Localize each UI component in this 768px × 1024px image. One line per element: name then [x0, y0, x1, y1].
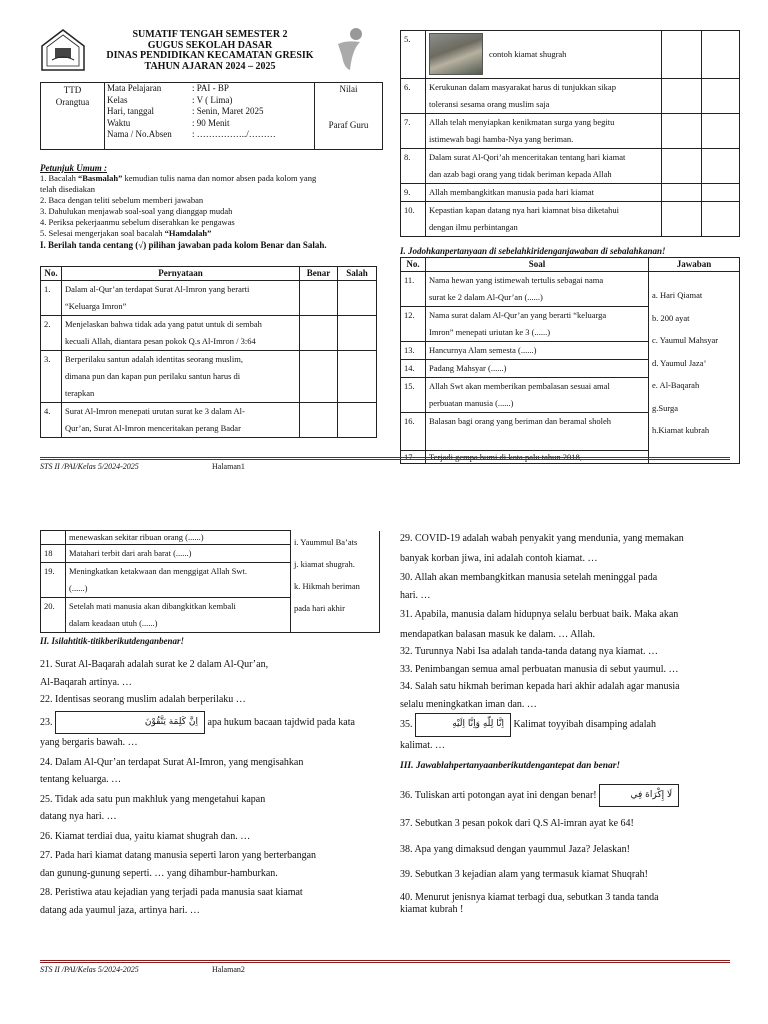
page-number: Halaman2	[212, 965, 245, 974]
identity-table	[40, 82, 383, 150]
question: Setelah mati manusia akan dibangkitkan kembali dalam keadaan utuh (......)	[66, 598, 291, 633]
ttd-label: TTD	[63, 85, 82, 95]
answer-option[interactable]: i. Yaummul Ba’ats	[294, 536, 358, 547]
orangtua-label: Orangtua	[55, 97, 90, 107]
answer-option[interactable]: k. Hikmah beriman	[294, 580, 360, 591]
question-line: 33. Penimbangan semua amal perbuatan manusia di sebut yaumul. …	[400, 663, 679, 675]
statement: Kepastian kapan datang nya hari kiamnat bisa diketahui dengan ilmu perbintangan	[426, 202, 662, 237]
col-header-jawaban: Jawaban	[649, 258, 740, 272]
benar-checkbox[interactable]	[300, 281, 338, 316]
row-number: 19.	[41, 563, 66, 598]
question: Terjadi gempa bumi di kota palu tahun 2018,	[426, 451, 649, 464]
footer-code: STS II /PAI/Kelas 5/2024-2025	[40, 965, 139, 974]
col-header-soal: Soal	[426, 258, 649, 272]
salah-checkbox[interactable]	[338, 351, 377, 403]
answer-list	[291, 531, 380, 633]
question-line: 31. Apabila, manusia dalam hidupnya selalu berbuat baik. Maka akan	[400, 609, 679, 620]
question-line: yang bergaris bawah. …	[40, 737, 138, 748]
question: Balasan bagi orang yang beriman dan beramal sholeh	[426, 413, 649, 451]
answer-option[interactable]: g.Surga	[652, 402, 679, 413]
true-false-table-continued	[400, 30, 740, 237]
table-row	[401, 149, 740, 184]
benar-checkbox[interactable]	[300, 403, 338, 438]
question-line: 21. Surat Al-Baqarah adalah surat ke 2 dalam Al-Qur’an,	[40, 659, 269, 670]
info-value[interactable]: : 90 Menit	[192, 117, 230, 128]
info-label: Hari, tanggal	[107, 106, 154, 116]
instruction-item: 1. Bacalah “Basmalah” kemudian tulis nama dan nomor absen pada kolom yang	[40, 173, 317, 183]
question-line: 25. Tidak ada satu pun makhluk yang mengetahui kapan	[40, 793, 266, 805]
question: Meningkatkan ketakwaan dan menggigat Allah Swt. (......)	[66, 563, 291, 598]
salah-checkbox[interactable]	[702, 202, 740, 237]
essay-question: 38. Apa yang dimaksud dengan yaummul Jaza? Jelaskan!	[400, 843, 630, 855]
section-ii-title: II. Isilahtitik-titikberikutdenganbenar!	[40, 636, 185, 646]
table-row	[41, 316, 377, 351]
question: Nama hewan yang istimewah tertulis sebagai nama surat ke 2 dalam Al-Qur’an (......)	[426, 272, 649, 307]
question-line: tentang keluarga. …	[40, 774, 122, 785]
table-row	[401, 31, 740, 79]
table-row	[41, 281, 377, 316]
row-number: 13.	[401, 342, 426, 360]
row-number: 16.	[401, 413, 426, 451]
footer-divider	[40, 457, 730, 460]
answer-option[interactable]: e. Al-Baqarah	[652, 380, 700, 390]
question-line: 35. اِنَّا لِلّٰهِ وَاِنَّا اِلَيْهِ Kalimat toyyibah disamping adalah	[400, 713, 740, 737]
question-line: kalimat. …	[400, 739, 445, 751]
statement: contoh kiamat shugrah	[426, 31, 662, 79]
col-header-pernyataan: Pernyataan	[62, 267, 300, 281]
page-2	[0, 520, 768, 1024]
info-label: Waktu	[107, 117, 131, 128]
row-number: 20.	[41, 598, 66, 633]
info-value[interactable]: : PAI - BP	[192, 83, 229, 93]
question: Padang Mahsyar (......)	[426, 360, 649, 378]
header-line-4: TAHUN AJARAN 2024 – 2025	[144, 60, 276, 72]
row-number: 11.	[401, 272, 426, 307]
salah-checkbox[interactable]	[702, 184, 740, 202]
essay-question: 36. Tuliskan arti potongan ayat ini dengan benar! لَا إِكْرَاهَ فِي	[400, 784, 740, 808]
header-line-3: DINAS PENDIDIKAN KECAMATAN GRESIK	[106, 50, 314, 61]
answer-option[interactable]: c. Yaumul Mahsyar	[652, 335, 719, 345]
question-line: 24. Dalam Al-Qur’an terdapat Surat Al-Imron, yang mengisahkan	[40, 756, 304, 768]
instruction-item: 5. Selesai mengerjakan soal bacalah “Hamdalah”	[40, 228, 212, 238]
row-number: 6.	[401, 79, 426, 114]
info-label: Nama / No.Absen	[107, 129, 172, 139]
answer-option[interactable]: b. 200 ayat	[652, 312, 690, 323]
essay-question: 40. Menurut jenisnya kiamat terbagi dua, sebutkan 3 tanda tanda kiamat kubrah !	[400, 891, 659, 915]
benar-checkbox[interactable]	[662, 31, 702, 79]
salah-checkbox[interactable]	[702, 149, 740, 184]
instructions	[40, 163, 385, 251]
benar-checkbox[interactable]	[662, 184, 702, 202]
salah-checkbox[interactable]	[702, 31, 740, 79]
instruction-item: 4. Periksa pekerjaanmu sebelum diserahkan ke pengawas	[40, 217, 235, 227]
statement: Menjelaskan bahwa tidak ada yang patut untuk di sembah kecuali Allah, diantara pesan pokok Q.s Al-Imron / 3:64	[62, 316, 300, 351]
exam-header	[90, 30, 330, 72]
info-value[interactable]: : ……………../………	[192, 129, 276, 139]
header-line-1: SUMATIF TENGAH SEMESTER 2	[132, 29, 288, 40]
row-number: 7.	[401, 114, 426, 149]
row-number: 9.	[401, 184, 426, 202]
fill-questions-right	[400, 530, 740, 916]
table-row	[41, 531, 380, 545]
arabic-verse-36: لَا إِكْرَاهَ فِي	[599, 784, 679, 808]
question: Nama surat dalam Al-Qur’an yang berarti “keluarga Imron” menepati uriutan ke 3 (......)	[426, 307, 649, 342]
true-false-table	[40, 266, 377, 438]
benar-checkbox[interactable]	[662, 149, 702, 184]
footer-divider	[40, 960, 730, 963]
ministry-logo-icon	[332, 26, 370, 74]
salah-checkbox[interactable]	[702, 114, 740, 149]
statement: Allah telah menyiapkan kenikmatan surga yang begitu istimewah bagi hamba-Nya yang beriman.	[426, 114, 662, 149]
benar-checkbox[interactable]	[662, 79, 702, 114]
benar-checkbox[interactable]	[300, 351, 338, 403]
statement: Dalam al-Qur’an terdapat Surat Al-Imron yang berarti “Keluarga Imron”	[62, 281, 300, 316]
section-iii-title: III. Jawablahpertanyaanberikutdengantepat dan benar!	[400, 761, 621, 771]
table-row	[41, 403, 377, 438]
page-number: Halaman1	[212, 462, 245, 471]
question-line: 34. Salah satu hikmah beriman kepada hari akhir adalah agar manusia	[400, 681, 680, 692]
question: Allah Swt akan memberikan pembalasan sesuai amal perbuatan manusia (......)	[426, 378, 649, 413]
section-1-title: I. Berilah tanda centang (√) pilihan jawaban pada kolom Benar dan Salah.	[40, 240, 327, 250]
question-line: dan gunung-gunung seperti. … yang dihambur-hamburkan.	[40, 867, 278, 879]
row-number: 10.	[401, 202, 426, 237]
info-value[interactable]: : Senin, Maret 2025	[192, 106, 264, 116]
table-row	[41, 351, 377, 403]
row-number: 4.	[41, 403, 62, 438]
row-number: 2.	[41, 316, 62, 351]
nilai-label: Nilai	[339, 84, 358, 94]
earthquake-photo-icon	[429, 33, 483, 75]
question-line: hari. …	[400, 589, 431, 601]
matching-table-continued	[40, 530, 380, 633]
school-logo-icon	[40, 28, 86, 72]
salah-checkbox[interactable]	[702, 79, 740, 114]
instruction-item: telah disediakan	[40, 184, 95, 194]
row-number: 1.	[41, 281, 62, 316]
statement: Berperilaku santun adalah identitas seorang muslim, dimana pun dan kapan pun perilaku santun harus di terapkan	[62, 351, 300, 403]
arabic-verse-23: اِنَّ كَلِمَة يَتَّقُوْنَ	[55, 711, 205, 735]
row-number: 3.	[41, 351, 62, 403]
benar-checkbox[interactable]	[300, 316, 338, 351]
question-line: datang nya hari. …	[40, 811, 117, 822]
question-line: 22. Identisas seorang muslim adalah berperilaku …	[40, 694, 246, 705]
page-1	[0, 0, 768, 470]
question-line: 32. Turunnya Nabi Isa adalah tanda-tanda datang nya kiamat. …	[400, 646, 658, 657]
paraf-guru-label: Paraf Guru	[328, 120, 369, 130]
question-line: banyak korban jiwa, ini adalah contoh kiamat. …	[400, 552, 598, 564]
table-row	[401, 184, 740, 202]
row-number: 12.	[401, 307, 426, 342]
question: Matahari terbit dari arah barat (......)	[66, 545, 291, 563]
instruction-item: 3. Dahulukan menjawab soal-soal yang dianggap mudah	[40, 206, 233, 216]
matching-table	[400, 257, 740, 464]
question-line: 28. Peristiwa atau kejadian yang terjadi pada manusia saat kiamat	[40, 887, 303, 898]
table-row	[401, 114, 740, 149]
benar-checkbox[interactable]	[662, 202, 702, 237]
question-line: 23. اِنَّ كَلِمَة يَتَّقُوْنَ apa hukum bacaan tajdwid pada kata	[40, 711, 385, 735]
statement: Dalam surat Al-Qori’ah menceritakan tentang hari kiamat dan azab bagi orang yang tidak beriman kepada Allah	[426, 149, 662, 184]
section-2-title: I. Jodohkanpertanyaan di sebelahkiridenganjawaban di sebalahkanan!	[400, 246, 666, 256]
statement: Allah membangkitkan manusia pada hari kiamat	[426, 184, 662, 202]
col-header-no: No.	[401, 258, 426, 272]
statement: Kerukunan dalam masyarakat harus di tunjukkan sikap toleransi sesama orang muslim saja	[426, 79, 662, 114]
question-line: Al-Baqarah artinya. …	[40, 676, 132, 688]
row-number: 18	[41, 545, 66, 563]
answer-option[interactable]: h.Kiamat kubrah	[652, 425, 710, 435]
answer-option[interactable]: a. Hari Qiamat	[652, 290, 703, 300]
salah-checkbox[interactable]	[338, 403, 377, 438]
question-line: 29. COVID-19 adalah wabah penyakit yang mendunia, yang memakan	[400, 533, 684, 544]
question-line: 30. Allah akan membangkitkan manusia setelah meninggal pada	[400, 572, 658, 583]
essay-question: 37. Sebutkan 3 pesan pokok dari Q.S Al-imran ayat ke 64!	[400, 818, 634, 829]
statement: Surat Al-Imron menepati urutan surat ke 3 dalam Al- Qur’an, Surat Al-Imron menceritakan perang Badar	[62, 403, 300, 438]
salah-checkbox[interactable]	[338, 281, 377, 316]
answer-option[interactable]: pada hari akhir	[294, 602, 345, 613]
essay-question: 39. Sebutkan 3 kejadian alam yang termasuk kiamat Shuqrah!	[400, 869, 648, 880]
row-number: 5.	[401, 31, 426, 79]
row-number: 17.	[401, 451, 426, 464]
row-number	[41, 531, 66, 545]
question-line: datang ada yaumul jaza, artinya hari. …	[40, 904, 200, 916]
benar-checkbox[interactable]	[662, 114, 702, 149]
footer-code: STS II /PAI/Kelas 5/2024-2025	[40, 462, 139, 471]
answer-option[interactable]: d. Yaumul Jaza’	[652, 357, 707, 368]
row-number: 14.	[401, 360, 426, 378]
table-row	[401, 202, 740, 237]
fill-questions-left	[40, 656, 385, 919]
col-header-no: No.	[41, 267, 62, 281]
info-label: Kelas	[107, 94, 128, 105]
salah-checkbox[interactable]	[338, 316, 377, 351]
header-line-2: GUGUS SEKOLAH DASAR	[147, 39, 273, 51]
row-number: 15.	[401, 378, 426, 413]
answer-option[interactable]: j. kiamat shugrah.	[294, 558, 355, 569]
question: Hancurnya Alam semesta (......)	[426, 342, 649, 360]
row-number: 8.	[401, 149, 426, 184]
instructions-title: Petunjuk Umum :	[40, 163, 108, 173]
answer-list	[649, 272, 740, 464]
question: menewaskan sekitar ribuan orang (......)	[66, 531, 291, 545]
info-value[interactable]: : V ( Lima)	[192, 94, 233, 105]
question-line: mendapatkan balasan masuk ke dalam. … Allah.	[400, 628, 595, 640]
table-row	[401, 272, 740, 307]
col-header-benar: Benar	[300, 267, 338, 281]
question-line: 27. Pada hari kiamat datang manusia seperti laron yang berterbangan	[40, 850, 317, 861]
info-label: Mata Pelajaran	[107, 83, 162, 93]
question-line: selalu meningkatkan iman dan. …	[400, 698, 537, 710]
question-line: 26. Kiamat terdiai dua, yaitu kiamat shugrah dan. …	[40, 830, 251, 842]
table-row	[401, 79, 740, 114]
col-header-salah: Salah	[338, 267, 377, 281]
instruction-item: 2. Baca dengan teliti sebelum memberi jawaban	[40, 195, 204, 205]
arabic-verse-35: اِنَّا لِلّٰهِ وَاِنَّا اِلَيْهِ	[415, 713, 511, 737]
